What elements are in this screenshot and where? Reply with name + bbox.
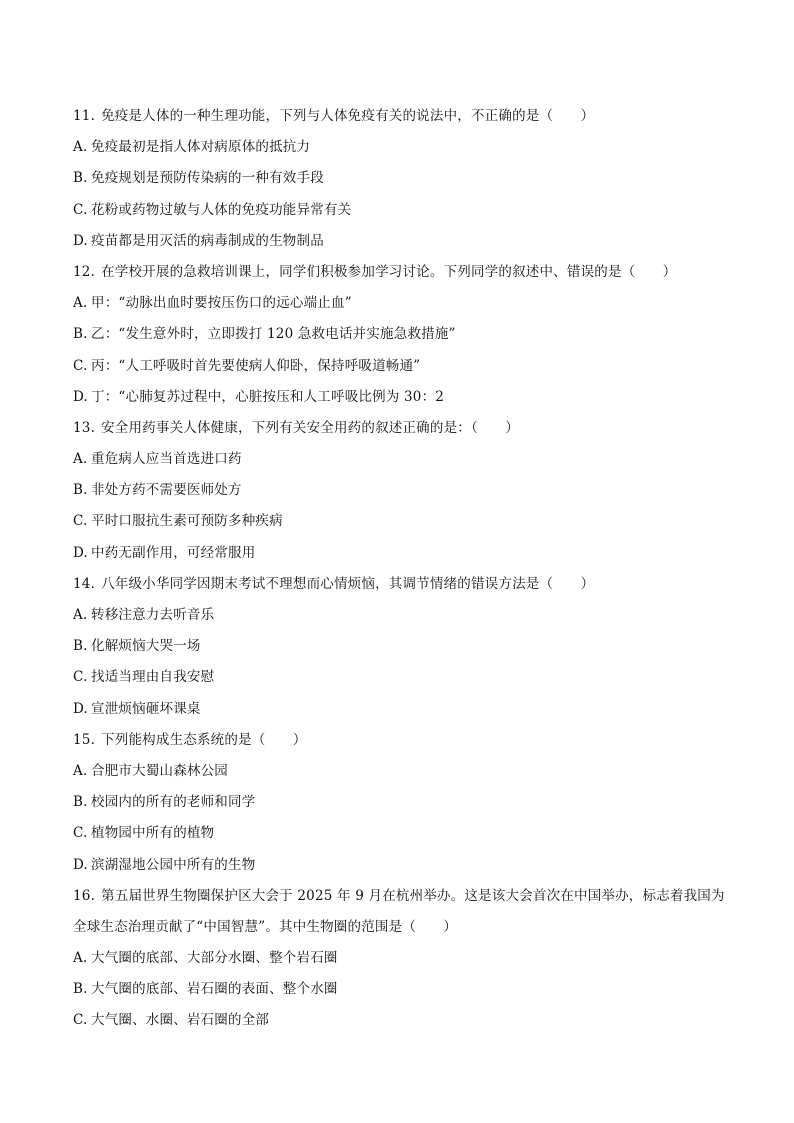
option-text: 重危病人应当首选进口药 — [91, 451, 242, 468]
answer-option — [73, 195, 733, 226]
option-text: 合肥市大蜀山森林公园 — [91, 762, 228, 779]
question-stem — [73, 413, 733, 444]
answer-option — [73, 631, 733, 662]
option-letter: B. — [73, 482, 88, 499]
question-number: 15. — [73, 731, 96, 748]
answer-option — [73, 974, 733, 1005]
answer-option — [73, 787, 733, 818]
option-letter: D. — [73, 232, 89, 249]
option-letter: A. — [73, 607, 88, 623]
option-text: 免疫最初是指人体对病原体的抵抗力 — [91, 139, 311, 156]
option-letter: B. — [73, 326, 88, 343]
question-number: 12. — [73, 263, 96, 280]
option-letter: D. — [73, 544, 89, 561]
option-letter: A. — [73, 295, 88, 312]
option-text: 校园内的所有的老师和同学 — [91, 794, 256, 811]
option-text: 免疫规划是预防传染病的一种有效手段 — [91, 170, 324, 187]
option-text: 滨湖湿地公园中所有的生物 — [91, 856, 256, 873]
question-text: 免疫是人体的一种生理功能，下列与人体免疫有关的说法中，不正确的是（ ） — [101, 108, 595, 124]
answer-option — [73, 756, 733, 787]
question-text: 安全用药事关人体健康，下列有关安全用药的叙述正确的是：（ ） — [101, 419, 520, 436]
answer-option — [73, 226, 733, 257]
question-stem — [73, 725, 733, 756]
question-stem — [73, 101, 733, 132]
option-text: 大气圈的底部、岩石圈的表面、整个水圈 — [91, 981, 338, 998]
question-number: 11. — [73, 108, 96, 124]
option-letter: B. — [73, 794, 88, 811]
option-text: 疫苗都是用灭活的病毒制成的生物制品 — [91, 232, 324, 249]
option-letter: D. — [73, 856, 89, 873]
question-number: 16. — [73, 887, 96, 904]
question-number: 13. — [73, 419, 96, 436]
option-letter: A. — [73, 762, 88, 779]
answer-option — [73, 351, 733, 382]
question-list — [73, 101, 733, 1037]
option-text: 大气圈的底部、大部分水圈、整个岩石圈 — [91, 950, 338, 967]
answer-option — [73, 163, 733, 194]
option-letter: C. — [73, 669, 88, 686]
answer-option — [73, 288, 733, 319]
option-letter: A. — [73, 139, 88, 156]
option-text: 丙：“人工呼吸时首先要使病人仰卧，保持呼吸道畅通” — [91, 357, 421, 374]
option-letter: D. — [73, 700, 89, 717]
option-text: 大气圈、水圈、岩石圈的全部 — [91, 1012, 270, 1029]
question-number: 14. — [73, 575, 96, 592]
option-letter: B. — [73, 170, 88, 187]
answer-option — [73, 662, 733, 693]
option-text: 非处方药不需要医师处方 — [91, 482, 242, 499]
option-letter: C. — [73, 1012, 88, 1029]
option-text: 植物园中所有的植物 — [91, 825, 215, 842]
answer-option — [73, 538, 733, 569]
option-letter: B. — [73, 638, 88, 655]
option-letter: A. — [73, 950, 88, 967]
option-letter: A. — [73, 451, 88, 468]
option-text: 平时口服抗生素可预防多种疾病 — [91, 513, 283, 530]
answer-option — [73, 382, 733, 413]
answer-option — [73, 600, 733, 631]
answer-option — [73, 319, 733, 350]
question-text: 下列能构成生态系统的是（ ） — [101, 731, 307, 748]
option-letter: C. — [73, 513, 88, 530]
option-letter: D. — [73, 388, 89, 405]
option-text: 宣泄烦恼砸坏课桌 — [91, 700, 201, 717]
option-text: 甲：“动脉出血时要按压伤口的远心端止血” — [91, 295, 352, 312]
option-text: 找适当理由自我安慰 — [91, 669, 215, 686]
answer-option — [73, 1005, 733, 1036]
question-text: 八年级小华同学因期末考试不理想而心情烦恼，其调节情绪的错误方法是（ ） — [101, 575, 595, 592]
option-letter: C. — [73, 825, 88, 842]
answer-option — [73, 694, 733, 725]
question-text: 第五届世界生物圈保护区大会于 2025 年 9 月在杭州举办。这是该大会首次在中国举办，标志着我国为全球生态治理贡献了“中国智慧”。其中生物圈的范围是（ ） — [73, 887, 725, 935]
option-text: 中药无副作用，可经常服用 — [91, 544, 256, 561]
answer-option — [73, 818, 733, 849]
answer-option — [73, 850, 733, 881]
option-text: 丁：“心肺复苏过程中，心脏按压和人工呼吸比例为 30：2 — [91, 388, 445, 405]
option-text: 化解烦恼大哭一场 — [91, 638, 201, 655]
question-stem — [73, 569, 733, 600]
question-stem — [73, 881, 733, 943]
answer-option — [73, 475, 733, 506]
option-letter: C. — [73, 201, 88, 218]
answer-option — [73, 132, 733, 163]
question-stem — [73, 257, 733, 288]
option-letter: B. — [73, 981, 88, 998]
option-letter: C. — [73, 357, 88, 374]
answer-option — [73, 943, 733, 974]
option-text: 花粉或药物过敏与人体的免疫功能异常有关 — [91, 201, 352, 218]
answer-option — [73, 444, 733, 475]
option-text: 转移注意力去听音乐 — [91, 607, 215, 623]
answer-option — [73, 506, 733, 537]
question-text: 在学校开展的急救培训课上，同学们积极参加学习讨论。下列同学的叙述中、错误的是（ ） — [101, 263, 677, 280]
option-text: 乙：“发生意外时，立即拨打 120 急救电话并实施急救措施” — [91, 326, 456, 343]
